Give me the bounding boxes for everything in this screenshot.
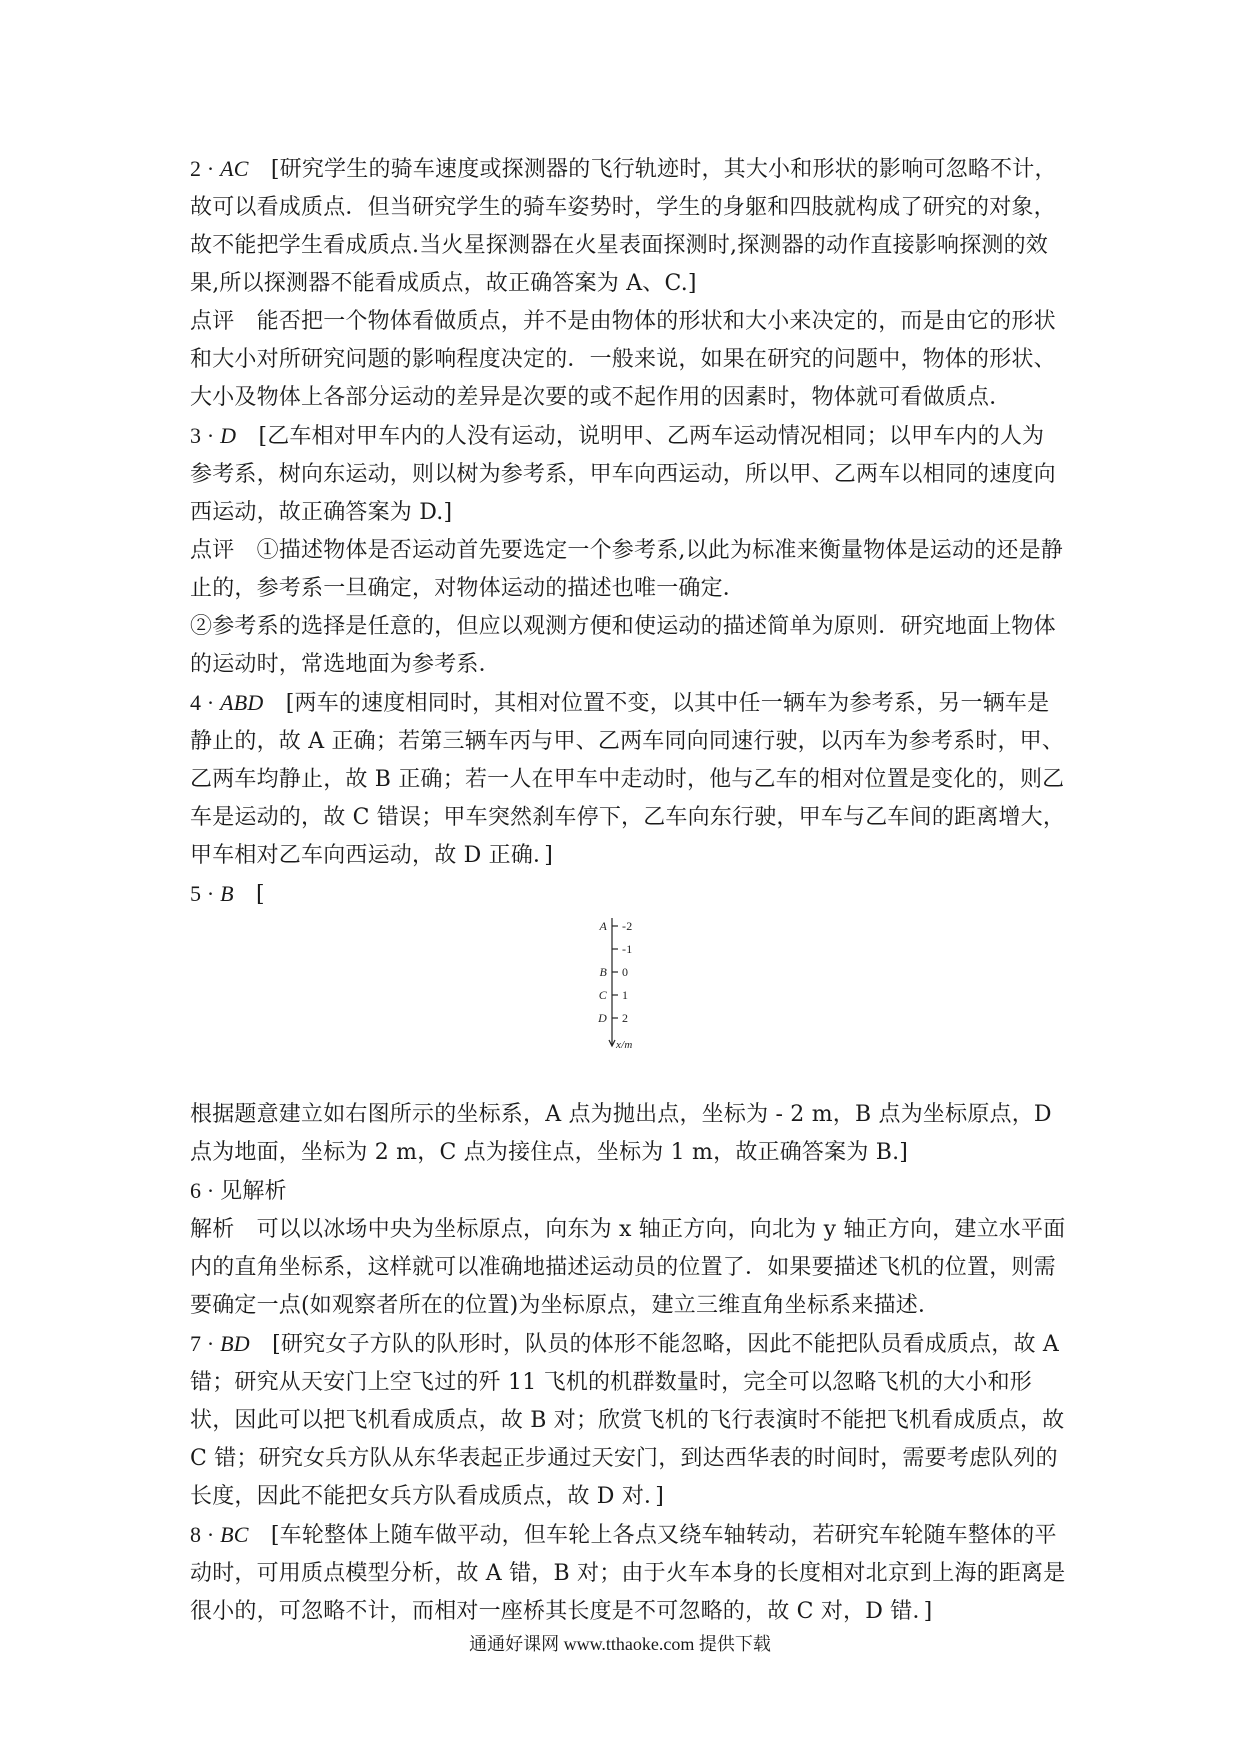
item-8 [190,1516,1066,1631]
item-explanation: [乙车相对甲车内的人没有运动，说明甲、乙两车运动情况相同；以甲车内的人为参考系，树向东运动，则以树为参考系，甲车向西运动，所以甲、乙两车以相同的速度向西运动，故正确答案为 D.] [190,424,1056,525]
item-explanation: [ [255,882,265,907]
item-number: 7 · [190,1331,221,1356]
item-explanation: 根据题意建立如右图所示的坐标系，A 点为抛出点，坐标为 - 2 m，B 点为坐标原点，D 点为地面，坐标为 2 m，C 点为接住点，坐标为 1 m，故正确答案为 B.] [190,1102,1052,1165]
item-answer: ABD [220,690,264,715]
item-explanation: [研究女子方队的队形时，队员的体形不能忽略，因此不能把队员看成质点，故 A 错；研究从天安门上空飞过的歼 11 飞机的机群数量时，完全可以忽略飞机的大小和形状，因此可以把飞机看成质点，故 B 对；欣赏飞机的飞行表演时不能把飞机看成质点，故 C 错；研究女兵方队从东华表起正步通过天安门，到达西华表的时间时，需要考虑队列的长度，因此不能把女兵方队看成质点，故 D 对．] [190,1332,1065,1509]
point-label: D [598,1011,607,1025]
tick-label: -1 [622,942,633,956]
item-explanation: [两车的速度相同时，其相对位置不变，以其中任一辆车为参考系，另一辆车是静止的，故 A 正确；若第三辆车丙与甲、乙两车同向同速行驶，以丙车为参考系时，甲、乙两车均静止，故 B 正确；若一人在甲车中走动时，他与乙车的相对位置是变化的，则乙车是运动的，故 C 错误；甲车突然刹车停下，乙车向东行驶，甲车与乙车间的距离增大，甲车相对乙车向西运动，故 D 正确．] [190,691,1066,868]
tick-label: 1 [622,988,629,1002]
answer-document [190,150,1066,1631]
item-5-explanation [190,1096,1066,1172]
axis-label: x/m [616,1039,633,1051]
item-explanation: [研究学生的骑车速度或探测器的飞行轨迹时，其大小和形状的影响可忽略不计，故可以看成质点．但当研究学生的骑车姿势时，学生的身躯和四肢就构成了研究的对象，故不能把学生看成质点.当火星探测器在火星表面探测时,探测器的动作直接影响探测的效果,所以探测器不能看成质点，故正确答案为 A、C.] [190,157,1057,296]
item-number: 6 · [190,1178,221,1203]
item-answer: 见解析 [220,1179,287,1204]
tick-label: 0 [622,965,629,979]
item-4 [190,684,1066,875]
point-label: C [598,988,607,1002]
coordinate-figure [190,914,1066,1096]
item-answer: AC [220,156,249,181]
item-answer: D [220,423,237,448]
item-number: 2 · [190,156,221,181]
tick-label: -2 [622,919,633,933]
item-number: 8 · [190,1522,221,1547]
analysis-6 [190,1211,1066,1325]
item-explanation: [车轮整体上随车做平动，但车轮上各点又绕车轴转动，若研究车轮随车整体的平动时，可用质点模型分析，故 A 错，B 对；由于火车本身的长度相对北京到上海的距离是很小的，可忽略不计，而相对一座桥其长度是不可忽略的，故 C 对，D 错．] [190,1523,1066,1624]
point-label: A [599,919,607,933]
comment-3-part1 [190,532,1066,608]
point-label: B [599,965,607,979]
item-7 [190,1325,1066,1516]
footer-credit: 通通好课网 www.tthaoke.com 提供下载 [469,1634,771,1654]
item-5 [190,875,1066,914]
comment-text: 点评 能否把一个物体看做质点，并不是由物体的形状和大小来决定的，而是由它的形状和大小对所研究问题的影响程度决定的．一般来说，如果在研究的问题中，物体的形状、大小及物体上各部分运动的差异是次要的或不起作用的因素时，物体就可看做质点． [190,309,1056,410]
item-number: 3 · [190,423,221,448]
item-answer: B [220,881,234,906]
item-answer: BD [220,1331,250,1356]
vertical-axis-diagram [590,916,680,1094]
comment-2 [190,303,1066,417]
item-3 [190,417,1066,532]
item-number: 4 · [190,690,221,715]
item-answer: BC [220,1522,249,1547]
comment-text: 点评 ①描述物体是否运动首先要选定一个参考系,以此为标准来衡量物体是运动的还是静止的，参考系一旦确定，对物体运动的描述也唯一确定． [190,538,1063,601]
comment-3-part2 [190,608,1066,684]
item-number: 5 · [190,881,221,906]
analysis-text: 解析 可以以冰场中央为坐标原点，向东为 x 轴正方向，向北为 y 轴正方向，建立水平面内的直角坐标系，这样就可以准确地描述运动员的位置了．如果要描述飞机的位置，则需要确定一点(如观察者所在的位置)为坐标原点，建立三维直角坐标系来描述． [190,1217,1066,1318]
item-6 [190,1172,1066,1211]
item-2 [190,150,1066,303]
tick-label: 2 [622,1011,629,1025]
comment-text: ②参考系的选择是任意的，但应以观测方便和使运动的描述简单为原则．研究地面上物体的运动时，常选地面为参考系． [190,614,1056,677]
